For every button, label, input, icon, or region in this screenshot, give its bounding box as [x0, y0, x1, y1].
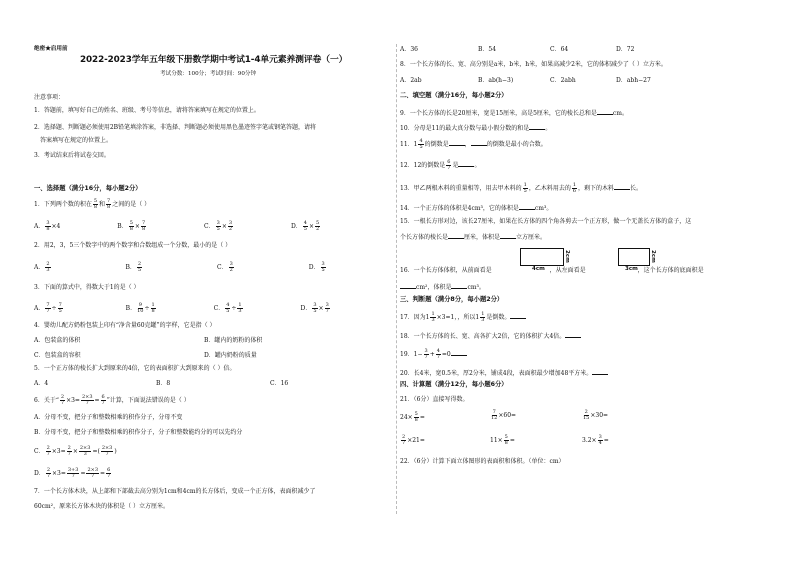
calc-2: $\frac{7}{12}$ ×60=: [491, 409, 517, 421]
side-view-width: 3cm: [625, 266, 638, 272]
question-2: 2．用2，3，5三个数字中的两个数字和合数组成一个分数，最小的是（ ）: [34, 242, 232, 249]
question-2-options: A． $\frac{2}{3}$ B． $\frac{2}{5}$ C． $\frac{3}{2}$ D． $\frac{3}{5}$: [34, 261, 325, 273]
question-13: 13．甲乙两根木料的重量相等，用去甲木料的 $\frac{1}{5}$ ，乙木料用去的 $\frac{1}{6}$ ，剩下的木料 长。: [400, 182, 643, 194]
question-20: 20．长4米，宽0.5米，厚2分米，铺成4段，表面积最少增加48平方米。: [400, 368, 608, 378]
question-12: 12．12的倒数是 $\frac{6}{7}$ 是 。: [400, 159, 481, 171]
q8-option-d: D．abh−27: [616, 77, 651, 84]
calc-3: $\frac{2}{15}$ ×30=: [583, 409, 609, 421]
calc-1: 24× $\frac{5}{8}$ =: [400, 411, 425, 423]
q5-option-a: A．4: [34, 380, 49, 387]
right-column: [400, 0, 740, 562]
question-21: 21．（6分）直接写得数。: [400, 396, 469, 403]
question-3: 3．下面的算式中，得数大于1的是（ ）: [34, 284, 140, 291]
section-2-title: 二、填空题（满分16分，每小题2分）: [400, 92, 508, 99]
q5-option-c: C．16: [270, 380, 289, 387]
question-18: 18．一个长方体的长、宽、高各扩大2倍，它的体积扩大4倍。: [400, 331, 581, 341]
q4-option-d: D．罐内奶粉的质量: [204, 352, 257, 359]
q6-option-a: A．分母不变，把分子和整数相乘的积作分子，分母不变: [34, 414, 183, 421]
q6-option-c: C． $\frac{2}{7}$ ×3= $\frac{2}{7}$ × $\frac{2\times 3}{3}$ =( $\frac{2\times 3}{7}$ ): [34, 445, 117, 457]
q7-option-d: D．72: [616, 46, 635, 53]
front-view-height: 2cm: [564, 250, 570, 263]
exam-meta: 考试分数：100分；考试时间：90分钟: [160, 71, 257, 77]
note-1: 1．答题前，填写好自己的姓名、班级、考号等信息，请将答案填写在规定的位置上。: [34, 107, 260, 114]
note-3: 3．考试结束后将试卷交回。: [34, 152, 110, 159]
left-column: [34, 0, 390, 562]
calc-4: $\frac{2}{7}$ ×21=: [402, 434, 425, 446]
note-2-cont: 答案填写在规定的位置上。: [40, 137, 113, 144]
question-7-cont: 60cm²，原来长方体木块的体积是（ ）立方厘米。: [34, 503, 169, 510]
question-15-cont: 个长方体的棱长是 厘米，体积是 立方厘米。: [400, 234, 547, 241]
calc-5: 11× $\frac{5}{8}$ =: [490, 434, 515, 446]
question-22: 22．（6分）计算下面立体图形的表面积和体积。（单位：cm）: [400, 458, 565, 465]
q8-option-a: A．2ab: [400, 77, 422, 84]
question-10: 10．分母是11的最大真分数与最小假分数的和是 。: [400, 125, 552, 132]
q7-option-c: C．64: [550, 46, 569, 53]
question-3-options: A． $\frac{7}{7}$ ÷ $\frac{7}{5}$ B． $\frac{9}{10}$ ÷ $\frac{1}{8}$ C． $\frac{4}{5}$ ÷ $\frac{1}{3}$ D． $\frac{3}{5}$ × $\frac{3}{7}$: [34, 302, 329, 314]
question-5: 5．一个正方体的棱长扩大到原来的4倍，它的表面积扩大到原来的（ ）倍。: [34, 365, 236, 372]
front-view-rect: [520, 248, 564, 266]
q6-option-b: B．分母不变，把分子和整数相乘的积作分子，分子和整数能约分的可以先约分: [34, 429, 243, 436]
q5-option-b: B．8: [156, 380, 171, 387]
q4-option-c: C．包装盒的容积: [34, 352, 81, 359]
question-9: 9．一个长方体的长是20厘米，宽是15厘米，高是5厘米，它的棱长总和是 cm。: [400, 110, 628, 117]
page-title: 2022-2023学年五年级下册数学期中考试1-4单元素养测评卷（一）: [80, 55, 348, 65]
side-view-height: 2cm: [650, 250, 656, 263]
note-2: 2．选择题、判断题必须使用2B铅笔填涂答案，非选择、判断题必须使用黑色墨迹签字笔或钢笔答题，请将: [34, 124, 317, 131]
q8-option-c: C．2abh: [550, 77, 576, 84]
section-3-title: 三、判断题（满分8分，每小题2分）: [400, 296, 504, 303]
q4-option-a: A．包装盒的体积: [34, 337, 81, 344]
side-view-rect: [618, 248, 650, 266]
calc-6: 3.2× $\frac{3}{4}$ =: [582, 434, 609, 446]
front-view-width: 4cm: [532, 266, 545, 272]
q8-option-b: B．ab(h−3): [478, 77, 514, 84]
question-17: 17．因为1 $\frac{1}{3}$ ×3=1，，所以1 $\frac{1}{3}$ 是倒数。: [400, 312, 526, 323]
question-15: 15．一根长方形对边，该长27厘米，如果在长方体的四个角各剪去一个正方形，做一个无盖长方体的盒子，这: [400, 218, 692, 225]
question-1: 1．下列两个数的积在 $\frac{5}{8}$ 和 $\frac{7}{8}$ 之间的是（ ）: [34, 198, 151, 210]
notes-heading: 注意事项：: [34, 94, 65, 101]
question-14: 14．一个正方体的体积是4cm³，它的体积是 cm³。: [400, 205, 553, 212]
q4-option-b: B．罐内的奶粉的体积: [204, 337, 263, 344]
question-16: 16．一个长方体体积，从前面看是 ，从左面看是 ，这个长方体的底面积是: [400, 267, 704, 274]
question-19: 19．1− $\frac{3}{7}$ + $\frac{4}{7}$ =0: [400, 349, 467, 360]
column-divider: [396, 44, 397, 514]
question-11: 11．1 $\frac{4}{5}$ 的倒数是 ， 的倒数是最小的合数。: [400, 138, 547, 150]
secret-label: 绝密★启用前: [34, 46, 68, 52]
question-1-options: A． $\frac{3}{8}$ ×4 B． $\frac{5}{8}$ × $\frac{7}{8}$ C． $\frac{3}{5}$ × $\frac{3}{2}$ D． $\frac{4}{5}$ × $\frac{5}{2}$: [34, 220, 320, 232]
question-6: 6．关于“ $\frac{2}{7}$ ×3= $\frac{2\times 3}{7}$ = $\frac{6}{7}$ ”计算，下面说法错误的是（ ）: [34, 394, 190, 406]
question-4: 4．婴幼儿配方奶粉包装上印有“净含量60克罐”的字样，它是指（ ）: [34, 322, 216, 329]
section-1-title: 一、选择题（满分16分，每小题2分）: [34, 185, 142, 192]
q7-option-b: B．54: [478, 46, 497, 53]
q7-option-a: A．36: [400, 46, 418, 53]
q6-option-d: D． $\frac{2}{7}$ ×3= $\frac{3+3}{7}$ = $\frac{2\times 3}{7}$ = $\frac{6}{7}$: [34, 467, 111, 479]
question-8: 8．一个长方体的长、宽、高分别是a米，b米，h米，如果高减少2米，它的体积减少了（ ）立方米。: [400, 61, 667, 68]
question-7: 7．一个长方体木块，从上部和下部截去高分别为1cm和4cm的长方体后，变成一个正方体，表面积减少了: [34, 488, 316, 495]
question-16-cont: cm²，体积是 cm³。: [400, 282, 485, 292]
section-4-title: 四、计算题（满分12分，每小题6分）: [400, 381, 508, 388]
